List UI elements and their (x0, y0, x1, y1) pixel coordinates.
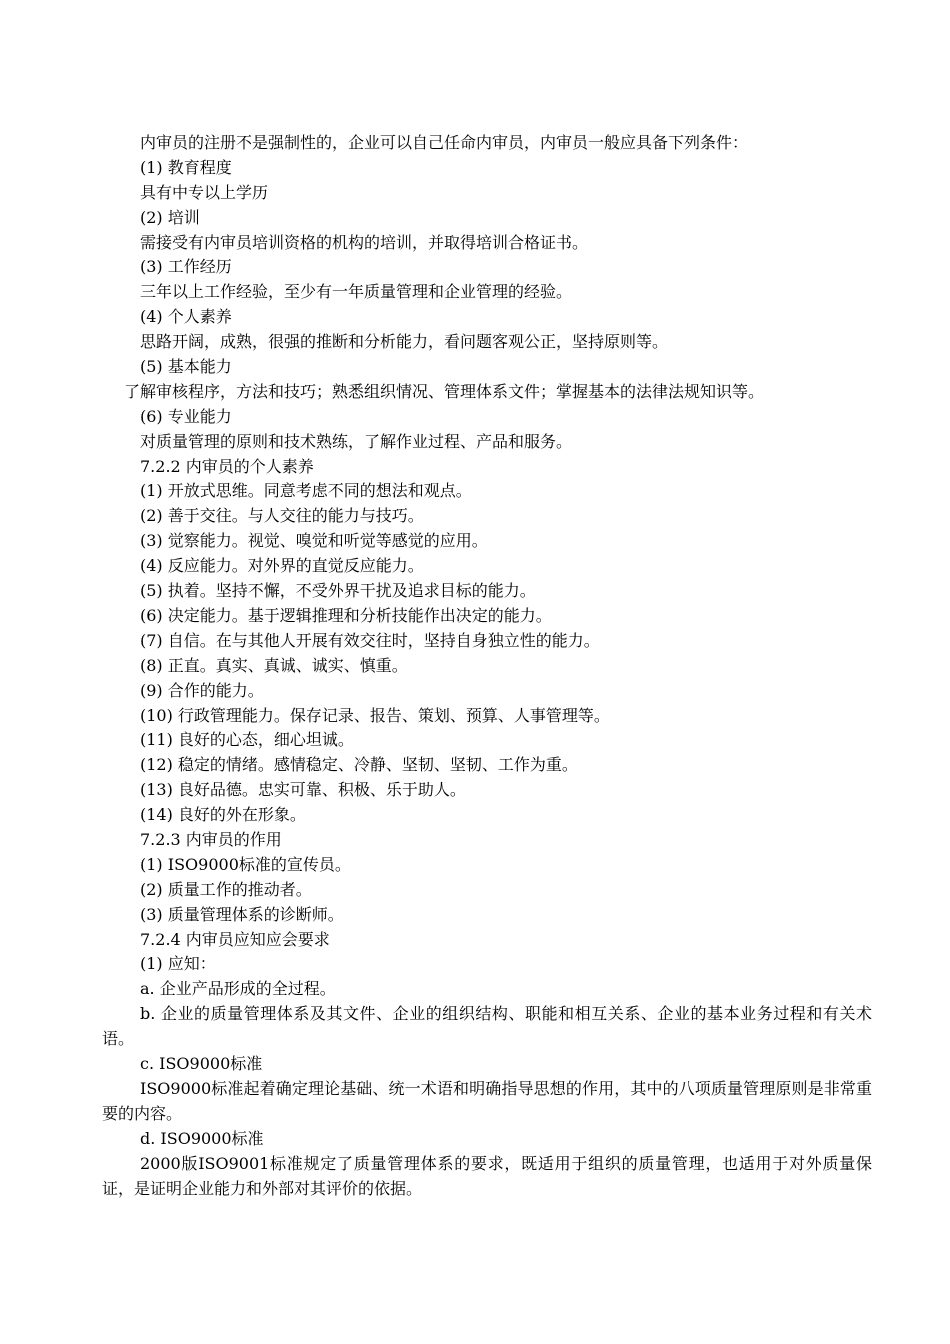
paragraph: 2000版ISO9001标准规定了质量管理体系的要求，既适用于组织的质量管理，也适用于对外质量保证，是证明企业能力和外部对其评价的依据。 (102, 1153, 872, 1198)
list-item: (12) 稳定的情绪。感情稳定、冷静、坚韧、坚韧、工作为重。 (140, 755, 578, 775)
section-heading: 7.2.4 内审员应知应会要求 (140, 929, 330, 949)
paragraph: ISO9000标准起着确定理论基础、统一术语和明确指导思想的作用，其中的八项质量管理原则是非常重要的内容。 (102, 1078, 872, 1123)
list-item: (6) 决定能力。基于逻辑推理和分析技能作出决定的能力。 (140, 605, 552, 625)
paragraph: 具有中专以上学历 (140, 182, 269, 202)
section-heading: (3) 工作经历 (140, 257, 232, 277)
list-item: (11) 良好的心态，细心坦诚。 (140, 730, 354, 750)
section-heading: 7.2.3 内审员的作用 (140, 829, 282, 849)
section-heading: (1) 教育程度 (140, 157, 232, 177)
list-item: (14) 良好的外在形象。 (140, 805, 306, 825)
section-heading: (6) 专业能力 (140, 406, 232, 426)
list-item: (2) 质量工作的推动者。 (140, 879, 312, 899)
list-item: (3) 质量管理体系的诊断师。 (140, 904, 344, 924)
section-heading: 7.2.2 内审员的个人素养 (140, 456, 314, 476)
section-heading: (5) 基本能力 (140, 357, 232, 377)
section-heading: (4) 个人素养 (140, 307, 232, 327)
list-item: (4) 反应能力。对外界的直觉反应能力。 (140, 556, 424, 576)
paragraph: 对质量管理的原则和技术熟练，了解作业过程、产品和服务。 (140, 431, 573, 451)
list-item: (3) 觉察能力。视觉、嗅觉和听觉等感觉的应用。 (140, 531, 488, 551)
paragraph: 三年以上工作经验，至少有一年质量管理和企业管理的经验。 (140, 282, 573, 302)
section-heading: (2) 培训 (140, 207, 200, 227)
list-item: (2) 善于交往。与人交往的能力与技巧。 (140, 506, 424, 526)
list-item: (5) 执着。坚持不懈，不受外界干扰及追求目标的能力。 (140, 581, 536, 601)
list-item: (8) 正直。真实、真诚、诚实、慎重。 (140, 655, 408, 675)
paragraph: 了解审核程序，方法和技巧；熟悉组织情况、管理体系文件；掌握基本的法律法规知识等。 (124, 381, 765, 401)
list-item: a. 企业产品形成的全过程。 (140, 979, 336, 999)
list-item: (13) 良好品德。忠实可靠、积极、乐于助人。 (140, 780, 466, 800)
list-item: (1) 开放式思维。同意考虑不同的想法和观点。 (140, 481, 472, 501)
list-item: (1) ISO9000标准的宣传员。 (140, 854, 351, 874)
list-item: d. ISO9000标准 (140, 1128, 264, 1148)
list-item: (7) 自信。在与其他人开展有效交往时，坚持自身独立性的能力。 (140, 630, 600, 650)
list-item: (9) 合作的能力。 (140, 680, 264, 700)
paragraph: 思路开阔，成熟，很强的推断和分析能力，看问题客观公正，坚持原则等。 (140, 332, 669, 352)
list-item: (1) 应知： (140, 954, 216, 974)
paragraph: 需接受有内审员培训资格的机构的培训，并取得培训合格证书。 (140, 232, 589, 252)
paragraph: 内审员的注册不是强制性的，企业可以自己任命内审员，内审员一般应具备下列条件： (140, 133, 749, 152)
list-item: c. ISO9000标准 (140, 1054, 263, 1073)
list-item: (10) 行政管理能力。保存记录、报告、策划、预算、人事管理等。 (140, 705, 610, 725)
document-body (102, 131, 872, 1201)
list-item: b. 企业的质量管理体系及其文件、企业的组织结构、职能和相互关系、企业的基本业务过程和有关术语。 (102, 1004, 872, 1049)
